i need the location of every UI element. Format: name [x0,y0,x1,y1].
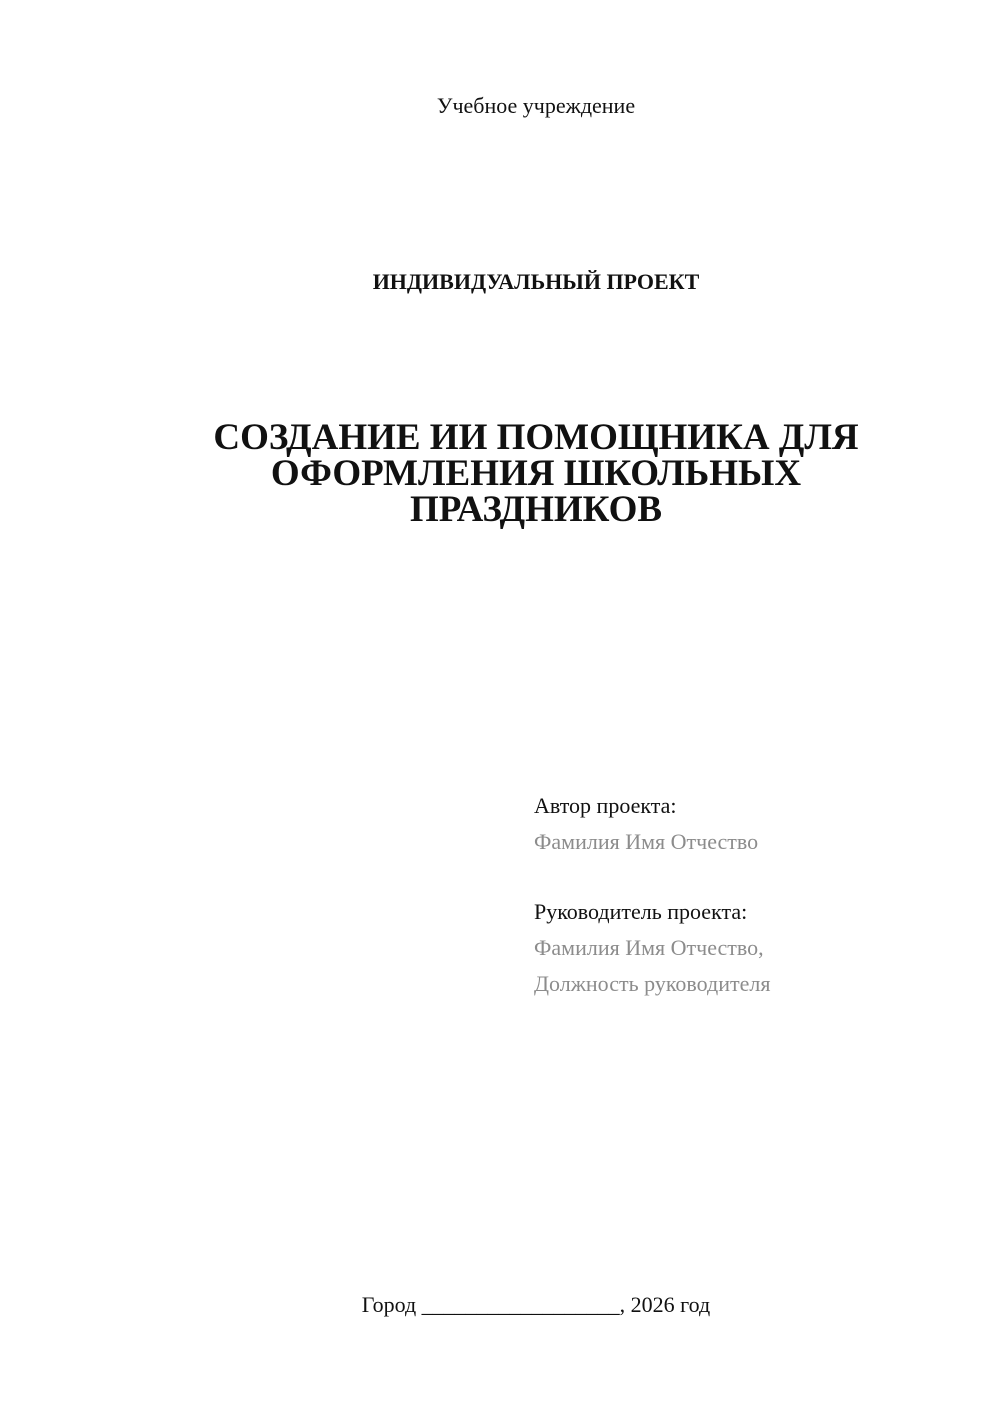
author-label: Автор проекта: [534,793,677,818]
project-title [180,417,892,530]
supervisor-position: Должность руководителя [534,971,771,996]
supervisor-name: Фамилия Имя Отчество, [534,935,764,960]
city-label: Город [361,1292,417,1317]
author-name: Фамилия Имя Отчество [534,829,759,854]
project-type-heading: ИНДИВИДУАЛЬНЫЙ ПРОЕКТ [372,269,700,294]
year-text: , 2026 год [619,1292,711,1317]
institution-name: Учебное учреждение [436,93,636,118]
credits-block [534,788,974,1002]
supervisor-label: Руководитель проекта: [534,899,748,924]
credits-spacer [534,860,974,894]
city-year-line [0,1290,1000,1320]
project-title-line: ОФОРМЛЕНИЯ ШКОЛЬНЫХ [270,453,802,494]
city-blank: __________________ [421,1292,620,1317]
project-title-line: СОЗДАНИЕ ИИ ПОМОЩНИКА ДЛЯ [213,417,859,458]
project-title-line: ПРАЗДНИКОВ [409,489,663,530]
